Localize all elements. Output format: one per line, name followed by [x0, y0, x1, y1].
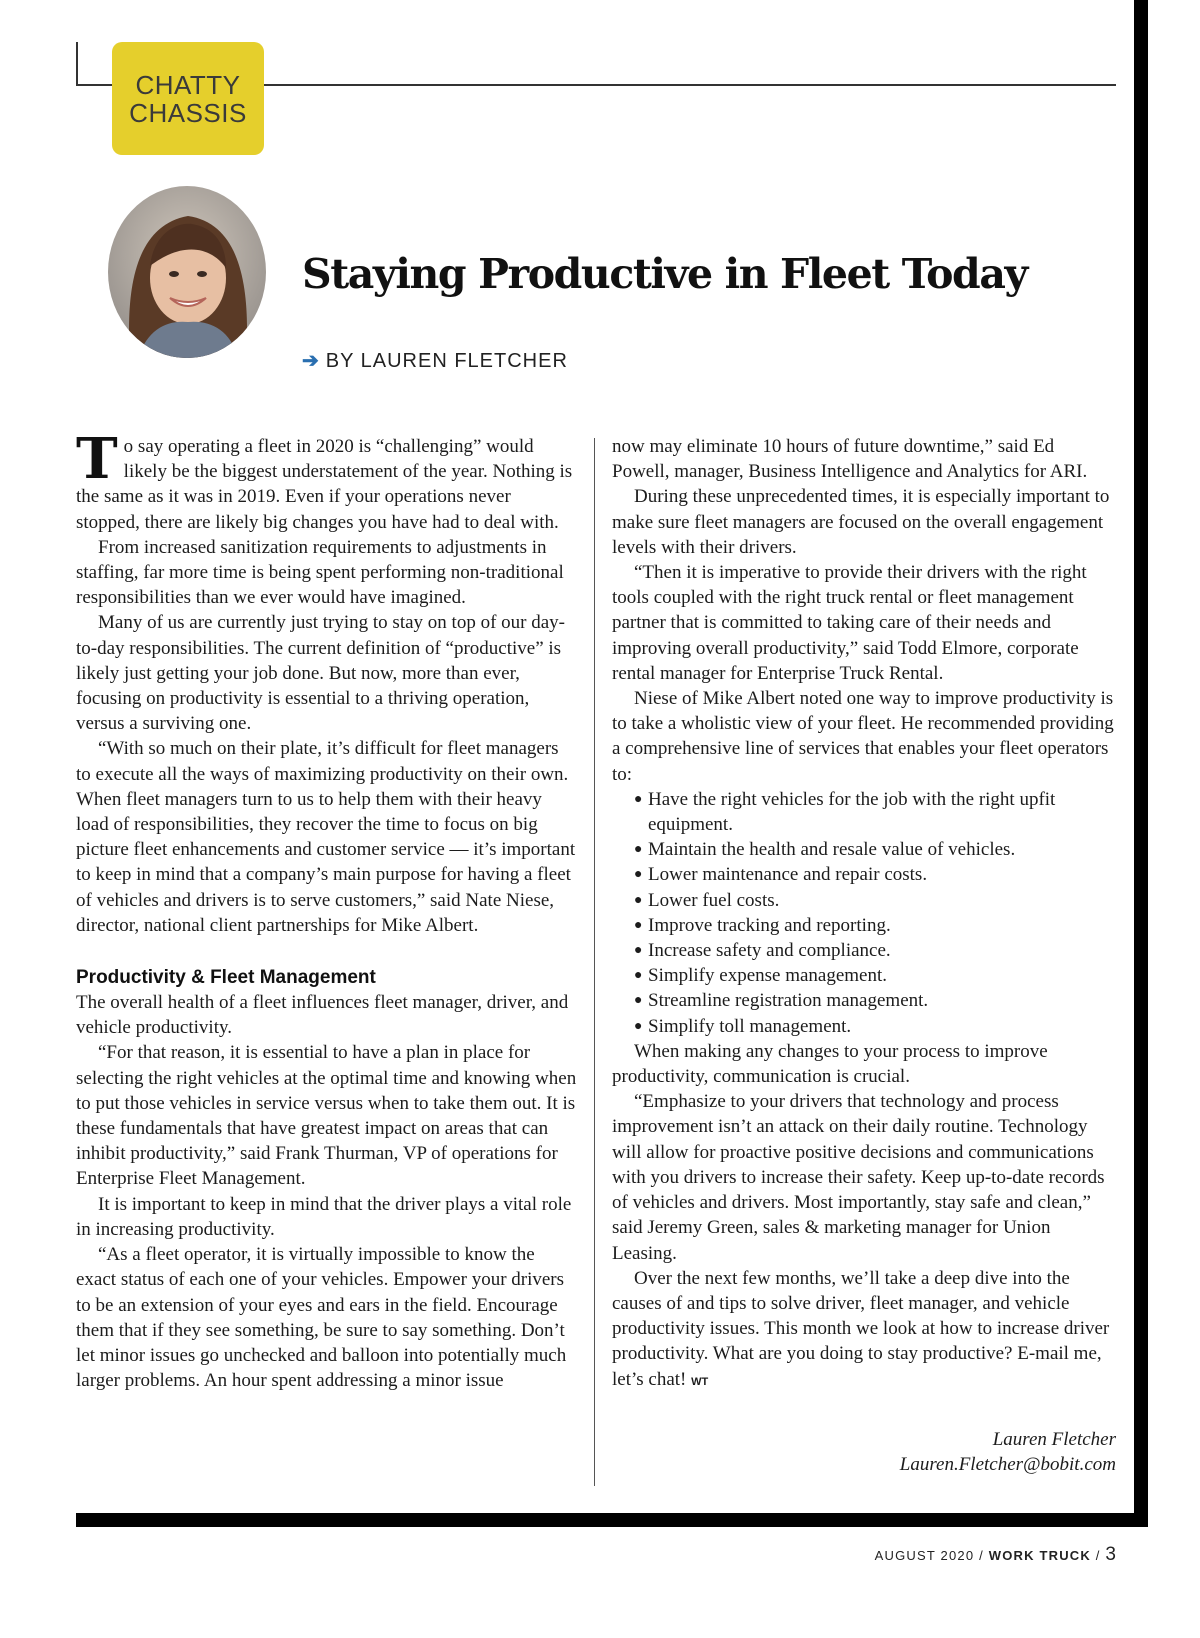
paragraph — [612, 1266, 1116, 1395]
article-title: Staying Productive in Fleet Today — [302, 250, 1027, 298]
bullet-item: ● Lower fuel costs. — [634, 888, 1116, 913]
paragraph: Many of us are currently just trying to stay on top of our day-to-day responsibilities. The current definition of “productive” is likely just getting your job done. But now, more than ever, focusing on productivity is essential to a thriving operation, versus a surviving one. — [76, 612, 565, 735]
arrow-right-icon: ➔ — [302, 350, 320, 372]
footer-publication: WORK TRUCK — [988, 1548, 1091, 1563]
footer-date: AUGUST 2020 — [874, 1548, 975, 1563]
paragraph: From increased sanitization requirements to adjustments in staffing, far more time is being spent performing non-traditional responsibilities than we ever would have imagined. — [76, 536, 564, 609]
paragraph: Niese of Mike Albert noted one way to improve productivity is to take a wholistic view of your fleet. He recommended providing a comprehensive line of services that enables your fleet operators to: — [612, 688, 1114, 785]
bullet-item: ● Simplify toll management. — [634, 1014, 1116, 1039]
byline-text: BY LAUREN FLETCHER — [325, 350, 568, 372]
paragraph: now may eliminate 10 hours of future downtime,” said Ed Powell, manager, Business Intelligence and Analytics for ARI. — [612, 436, 1088, 483]
section-badge — [112, 42, 264, 155]
page-number: 3 — [1105, 1544, 1116, 1565]
signature-name: Lauren Fletcher — [992, 1428, 1116, 1450]
author-signature — [612, 1427, 1116, 1478]
paragraph-text: o say operating a fleet in 2020 is “challenging” would likely be the biggest understatement of the year. Nothing is the same as it was in 2019. Even if your operations never stopped, there are likely big changes you have had to deal with. — [76, 436, 573, 533]
bullet-item: ● Streamline registration management. — [634, 988, 1116, 1013]
author-photo — [108, 186, 266, 358]
bullet-item: ● Improve tracking and reporting. — [634, 913, 1116, 938]
page-footer — [875, 1544, 1116, 1566]
section-subheading: Productivity & Fleet Management — [76, 967, 376, 989]
drop-cap: T — [76, 426, 118, 492]
article-column-left — [76, 426, 578, 1393]
paragraph — [76, 426, 578, 535]
bullet-item: ● Have the right vehicles for the job with the right upfit equipment. — [634, 787, 1116, 837]
paragraph: During these unprecedented times, it is especially important to make sure fleet managers are focused on the overall engagement levels with their drivers. — [612, 486, 1110, 558]
bullet-item: ● Increase safety and compliance. — [634, 938, 1116, 963]
header-rule-left — [76, 42, 78, 86]
section-badge-line2: CHASSIS — [129, 97, 247, 128]
paragraph: When making any changes to your process to improve productivity, communication is crucial. — [612, 1040, 1048, 1088]
service-bullet-list — [612, 787, 1116, 1039]
bullet-item: ● Maintain the health and resale value of vehicles. — [634, 837, 1116, 862]
paragraph: The overall health of a fleet influences fleet manager, driver, and vehicle productivity. — [76, 992, 569, 1039]
footer-separator: / — [1095, 1548, 1101, 1563]
end-mark: WT — [691, 1375, 709, 1388]
column-divider — [594, 438, 595, 1486]
byline — [302, 348, 568, 373]
page-border-right — [1134, 0, 1148, 1525]
paragraph: “For that reason, it is essential to have a plan in place for selecting the right vehicles at the optimal time and knowing when to put those vehicles in service versus when to take them out. It is these fundamentals that have greatest impact on areas that can inhibit productivity,” said Frank Thurman, VP of operations for Enterprise Fleet Management. — [76, 1042, 577, 1190]
signature-email: Lauren.Fletcher@bobit.com — [899, 1454, 1116, 1476]
page-border-bottom — [76, 1513, 1148, 1527]
author-avatar — [108, 186, 266, 358]
paragraph: It is important to keep in mind that the driver plays a vital role in increasing productivity. — [76, 1193, 572, 1240]
paragraph: “Then it is imperative to provide their drivers with the right tools coupled with the right truck rental or fleet management partner that is committed to taking care of their needs and improving overall productivity,” said Todd Elmore, corporate rental manager for Enterprise Truck Rental. — [612, 562, 1087, 684]
bullet-item: ● Lower maintenance and repair costs. — [634, 862, 1116, 887]
section-badge-line1: CHATTY — [135, 69, 241, 100]
footer-separator: / — [979, 1548, 984, 1563]
article-column-right — [612, 434, 1116, 1478]
paragraph: “Emphasize to your drivers that technology and process improvement isn’t an attack on their daily routine. Technology will allow for proactive positive decisions and communications with you drivers to increase their safety. Keep up-to-date records of vehicles and drivers. Most importantly, stay safe and clean,” said Jeremy Green, sales & marketing manager for Union Leasing. — [612, 1091, 1105, 1264]
paragraph: “With so much on their plate, it’s difficult for fleet managers to execute all the ways of maximizing productivity on their own. When fleet managers turn to us to help them with their heavy load of responsibilities, they recover the time to focus on big picture fleet enhancements and customer service — it’s important to keep in mind that a company’s main purpose for having a fleet of vehicles and drivers is to serve customers,” said Nate Niese, director, national client partnerships for Mike Albert. — [76, 738, 576, 936]
paragraph-text: Over the next few months, we’ll take a deep dive into the causes of and tips to solve driver, fleet manager, and vehicle productivity issues. This month we look at how to increase driver productivity. What are you doing to stay productive? E-mail me, let’s chat! — [612, 1267, 1110, 1390]
paragraph: “As a fleet operator, it is virtually impossible to know the exact status of each one of your vehicles. Empower your drivers to be an extension of your eyes and ears in the field. Encourage them that if they see something, be sure to say something. Don’t let minor issues go unchecked and balloon into potentially much larger problems. An hour spent addressing a minor issue — [76, 1244, 567, 1392]
bullet-item: ● Simplify expense management. — [634, 963, 1116, 988]
